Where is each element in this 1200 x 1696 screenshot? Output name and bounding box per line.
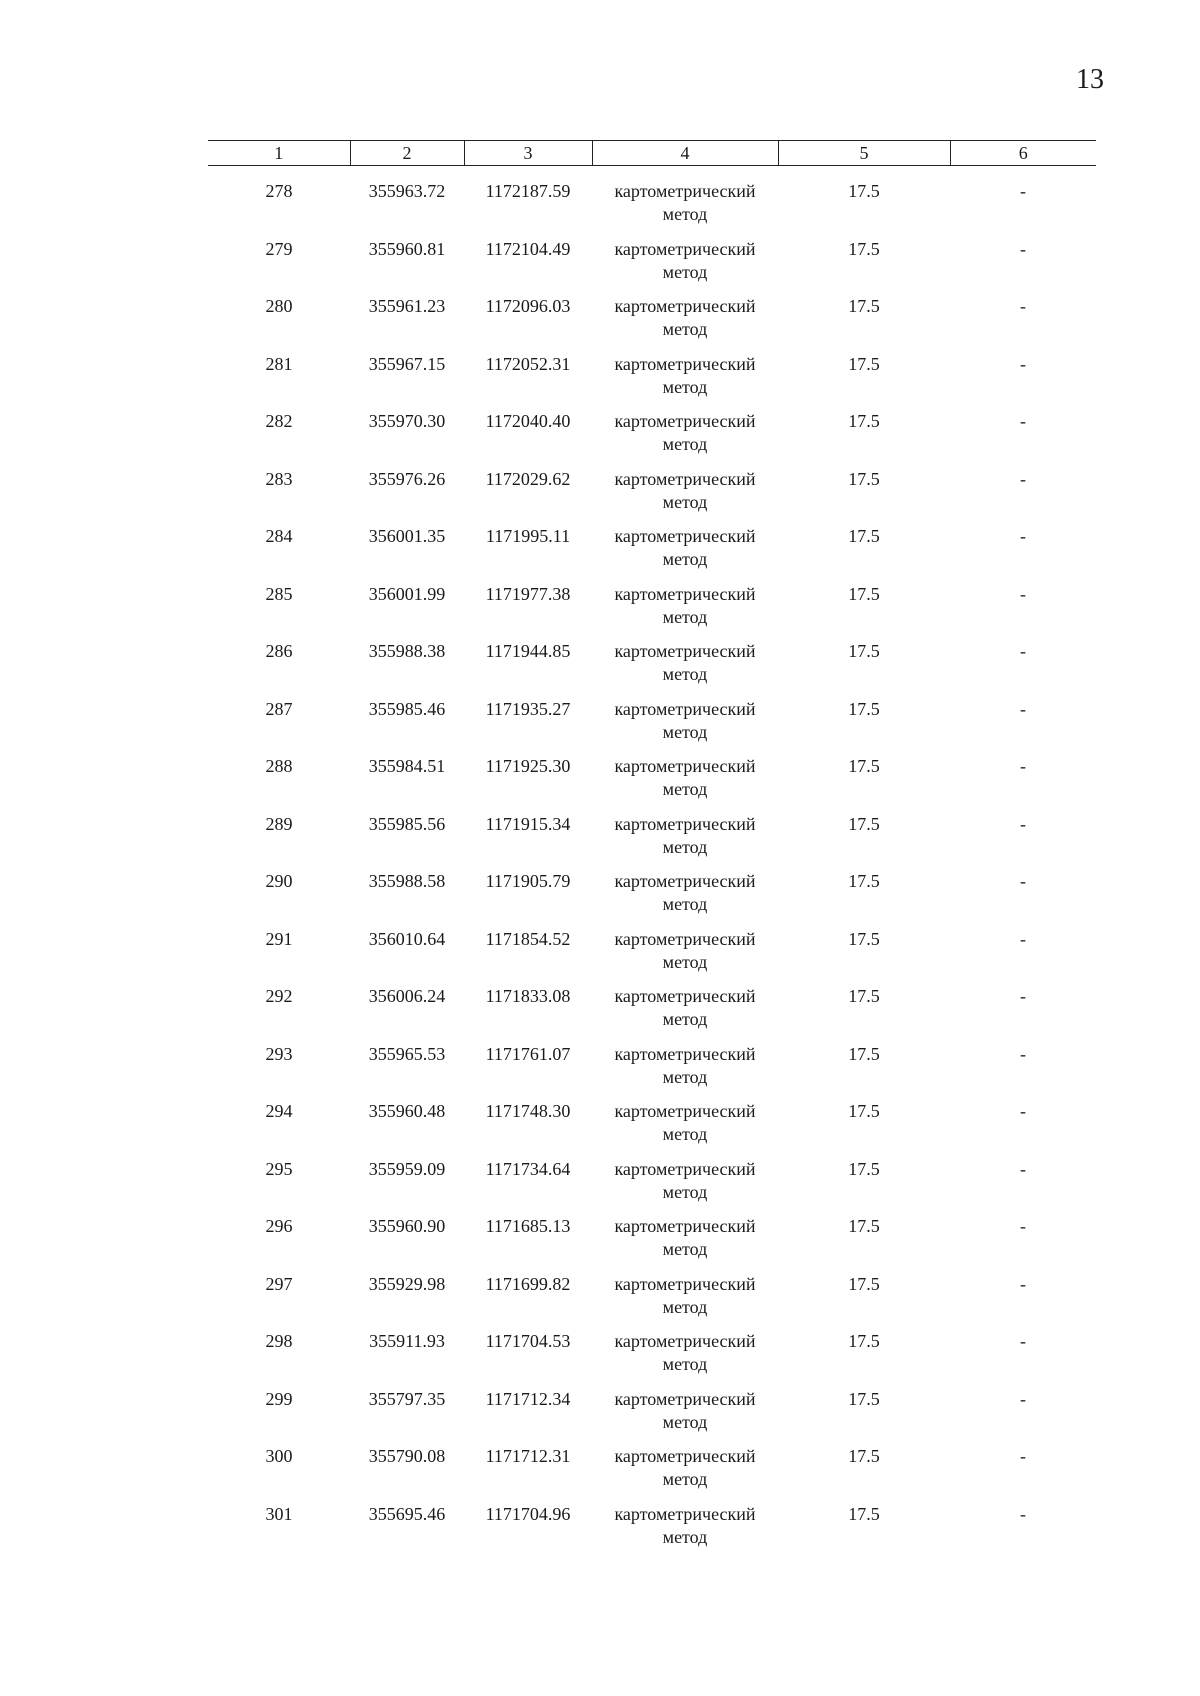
table-body <box>208 180 1096 1560</box>
table-row <box>208 410 1096 468</box>
note-cell: - <box>1020 1043 1026 1064</box>
error-value-cell: 17.5 <box>848 353 880 374</box>
note-cell: - <box>1020 986 1026 1006</box>
method-line-2: метод <box>662 1181 708 1202</box>
y-coordinate-cell: 1171995.11 <box>485 526 571 546</box>
error-value-cell: 17.5 <box>848 181 880 201</box>
method-cell <box>592 1158 778 1216</box>
note-cell: - <box>1020 1158 1026 1179</box>
note-cell: - <box>1020 1273 1026 1294</box>
error-value-cell: 17.5 <box>848 1446 880 1466</box>
table-row <box>208 1503 1096 1561</box>
method-line-2: метод <box>662 1469 708 1489</box>
method-cell <box>592 870 778 928</box>
y-coordinate-cell: 1172187.59 <box>485 181 571 201</box>
method-cell <box>592 1330 778 1388</box>
method-line-2: метод <box>662 1296 708 1317</box>
x-coordinate-cell: 355960.48 <box>368 1101 446 1121</box>
method-cell <box>592 928 778 986</box>
error-value-cell: 17.5 <box>848 1216 880 1236</box>
note-cell: - <box>1020 928 1026 949</box>
x-coordinate-cell: 355976.26 <box>368 468 446 489</box>
header-col-6: 6 <box>950 141 1096 166</box>
method-line-2: метод <box>662 779 708 799</box>
error-value-cell: 17.5 <box>848 1503 880 1524</box>
method-line-1: картометрический <box>614 1273 756 1294</box>
point-number-cell: 292 <box>265 986 293 1006</box>
y-coordinate-cell: 1171854.52 <box>485 928 571 949</box>
y-coordinate-cell: 1171712.31 <box>485 1446 571 1466</box>
method-line-2: метод <box>662 1354 708 1374</box>
x-coordinate-cell: 356001.35 <box>368 526 446 546</box>
point-number-cell: 279 <box>265 238 293 259</box>
point-number-cell: 295 <box>265 1158 293 1179</box>
table-row <box>208 813 1096 871</box>
x-coordinate-cell: 355970.30 <box>368 411 446 431</box>
x-coordinate-cell: 355985.46 <box>368 698 446 719</box>
error-value-cell: 17.5 <box>848 871 880 891</box>
y-coordinate-cell: 1172052.31 <box>485 353 571 374</box>
method-line-1: картометрический <box>614 583 756 604</box>
table-row <box>208 583 1096 641</box>
method-line-2: метод <box>662 549 708 569</box>
method-line-2: метод <box>662 894 708 914</box>
x-coordinate-cell: 355988.38 <box>368 641 446 661</box>
method-cell <box>592 698 778 756</box>
table-row <box>208 238 1096 296</box>
error-value-cell: 17.5 <box>848 468 880 489</box>
method-cell <box>592 755 778 813</box>
note-cell: - <box>1020 1388 1026 1409</box>
x-coordinate-cell: 355967.15 <box>368 353 446 374</box>
error-value-cell: 17.5 <box>848 1043 880 1064</box>
note-cell: - <box>1020 526 1026 546</box>
table-row <box>208 295 1096 353</box>
method-line-2: метод <box>662 1009 708 1029</box>
note-cell: - <box>1020 1331 1026 1351</box>
method-line-1: картометрический <box>614 1503 756 1524</box>
error-value-cell: 17.5 <box>848 1331 880 1351</box>
method-cell <box>592 295 778 353</box>
note-cell: - <box>1020 238 1026 259</box>
y-coordinate-cell: 1171915.34 <box>485 813 571 834</box>
table-row <box>208 1158 1096 1216</box>
table-row <box>208 468 1096 526</box>
table-row <box>208 1043 1096 1101</box>
y-coordinate-cell: 1171905.79 <box>485 871 571 891</box>
method-cell <box>592 1503 778 1561</box>
method-line-2: метод <box>662 434 708 454</box>
note-cell: - <box>1020 1446 1026 1466</box>
point-number-cell: 300 <box>265 1446 293 1466</box>
method-cell <box>592 180 778 238</box>
x-coordinate-cell: 355695.46 <box>368 1503 446 1524</box>
error-value-cell: 17.5 <box>848 698 880 719</box>
method-cell <box>592 238 778 296</box>
error-value-cell: 17.5 <box>848 526 880 546</box>
y-coordinate-cell: 1172029.62 <box>485 468 571 489</box>
x-coordinate-cell: 355959.09 <box>368 1158 446 1179</box>
method-line-2: метод <box>662 1239 708 1259</box>
method-line-1: картометрический <box>614 238 756 259</box>
table-row <box>208 870 1096 928</box>
method-line-1: картометрический <box>614 986 756 1006</box>
method-cell <box>592 468 778 526</box>
point-number-cell: 296 <box>265 1216 293 1236</box>
table-row <box>208 755 1096 813</box>
point-number-cell: 301 <box>265 1503 293 1524</box>
method-cell <box>592 1388 778 1446</box>
y-coordinate-cell: 1172040.40 <box>485 411 571 431</box>
method-line-1: картометрический <box>614 641 756 661</box>
x-coordinate-cell: 355960.90 <box>368 1216 446 1236</box>
point-number-cell: 285 <box>265 583 293 604</box>
method-cell <box>592 1215 778 1273</box>
method-line-1: картометрический <box>614 1388 756 1409</box>
error-value-cell: 17.5 <box>848 641 880 661</box>
method-cell <box>592 640 778 698</box>
table-row <box>208 1445 1096 1503</box>
x-coordinate-cell: 355790.08 <box>368 1446 446 1466</box>
method-line-2: метод <box>662 664 708 684</box>
y-coordinate-cell: 1172096.03 <box>485 296 571 316</box>
x-coordinate-cell: 355984.51 <box>368 756 446 776</box>
method-cell <box>592 985 778 1043</box>
header-col-5: 5 <box>778 141 950 166</box>
table-row <box>208 1330 1096 1388</box>
header-col-1: 1 <box>208 141 350 166</box>
y-coordinate-cell: 1171833.08 <box>485 986 571 1006</box>
table-row <box>208 1273 1096 1331</box>
y-coordinate-cell: 1171748.30 <box>485 1101 571 1121</box>
method-line-2: метод <box>662 1526 708 1547</box>
point-number-cell: 280 <box>265 296 293 316</box>
y-coordinate-cell: 1171761.07 <box>485 1043 571 1064</box>
method-line-1: картометрический <box>614 813 756 834</box>
x-coordinate-cell: 355797.35 <box>368 1388 446 1409</box>
y-coordinate-cell: 1171699.82 <box>485 1273 571 1294</box>
method-line-2: метод <box>662 836 708 857</box>
note-cell: - <box>1020 353 1026 374</box>
error-value-cell: 17.5 <box>848 756 880 776</box>
method-cell <box>592 410 778 468</box>
table-row <box>208 640 1096 698</box>
point-number-cell: 286 <box>265 641 293 661</box>
point-number-cell: 282 <box>265 411 293 431</box>
note-cell: - <box>1020 181 1026 201</box>
table-row <box>208 698 1096 756</box>
note-cell: - <box>1020 1503 1026 1524</box>
method-line-2: метод <box>662 204 708 224</box>
header-col-4: 4 <box>592 141 778 166</box>
note-cell: - <box>1020 871 1026 891</box>
point-number-cell: 299 <box>265 1388 293 1409</box>
x-coordinate-cell: 355988.58 <box>368 871 446 891</box>
y-coordinate-cell: 1171712.34 <box>485 1388 571 1409</box>
note-cell: - <box>1020 813 1026 834</box>
point-number-cell: 291 <box>265 928 293 949</box>
x-coordinate-cell: 355985.56 <box>368 813 446 834</box>
error-value-cell: 17.5 <box>848 238 880 259</box>
note-cell: - <box>1020 296 1026 316</box>
page-number: 13 <box>1076 64 1104 95</box>
method-cell <box>592 1445 778 1503</box>
point-number-cell: 283 <box>265 468 293 489</box>
error-value-cell: 17.5 <box>848 1273 880 1294</box>
x-coordinate-cell: 355963.72 <box>368 181 446 201</box>
method-cell <box>592 583 778 641</box>
method-cell <box>592 1100 778 1158</box>
y-coordinate-cell: 1171685.13 <box>485 1216 571 1236</box>
table-row <box>208 525 1096 583</box>
x-coordinate-cell: 355961.23 <box>368 296 446 316</box>
method-line-2: метод <box>662 1411 708 1432</box>
point-number-cell: 284 <box>265 526 293 546</box>
point-number-cell: 278 <box>265 181 293 201</box>
method-line-1: картометрический <box>614 1331 756 1351</box>
error-value-cell: 17.5 <box>848 583 880 604</box>
point-number-cell: 294 <box>265 1101 293 1121</box>
point-number-cell: 290 <box>265 871 293 891</box>
point-number-cell: 289 <box>265 813 293 834</box>
method-line-1: картометрический <box>614 353 756 374</box>
note-cell: - <box>1020 756 1026 776</box>
method-cell <box>592 353 778 411</box>
y-coordinate-cell: 1172104.49 <box>485 238 571 259</box>
table-row <box>208 180 1096 238</box>
method-line-2: метод <box>662 606 708 627</box>
y-coordinate-cell: 1171944.85 <box>485 641 571 661</box>
method-line-1: картометрический <box>614 411 756 431</box>
x-coordinate-cell: 356001.99 <box>368 583 446 604</box>
method-line-1: картометрический <box>614 1101 756 1121</box>
note-cell: - <box>1020 698 1026 719</box>
method-line-1: картометрический <box>614 698 756 719</box>
method-cell <box>592 813 778 871</box>
note-cell: - <box>1020 411 1026 431</box>
method-line-1: картометрический <box>614 1043 756 1064</box>
note-cell: - <box>1020 468 1026 489</box>
error-value-cell: 17.5 <box>848 1101 880 1121</box>
error-value-cell: 17.5 <box>848 1388 880 1409</box>
table-row <box>208 1100 1096 1158</box>
y-coordinate-cell: 1171925.30 <box>485 756 571 776</box>
method-line-1: картометрический <box>614 181 756 201</box>
method-line-2: метод <box>662 1066 708 1087</box>
header-col-3: 3 <box>464 141 592 166</box>
method-line-2: метод <box>662 376 708 397</box>
note-cell: - <box>1020 1216 1026 1236</box>
method-line-1: картометрический <box>614 296 756 316</box>
method-line-2: метод <box>662 261 708 282</box>
x-coordinate-cell: 355911.93 <box>369 1331 445 1351</box>
error-value-cell: 17.5 <box>848 813 880 834</box>
header-col-2: 2 <box>350 141 464 166</box>
table-row <box>208 1388 1096 1446</box>
x-coordinate-cell: 356010.64 <box>368 928 446 949</box>
method-cell <box>592 1273 778 1331</box>
method-line-1: картометрический <box>614 1158 756 1179</box>
point-number-cell: 288 <box>265 756 293 776</box>
method-line-2: метод <box>662 721 708 742</box>
method-line-2: метод <box>662 951 708 972</box>
error-value-cell: 17.5 <box>848 928 880 949</box>
method-line-1: картометрический <box>614 756 756 776</box>
y-coordinate-cell: 1171704.53 <box>485 1331 571 1351</box>
method-line-1: картометрический <box>614 526 756 546</box>
method-line-2: метод <box>662 491 708 512</box>
method-line-1: картометрический <box>614 928 756 949</box>
method-cell <box>592 525 778 583</box>
y-coordinate-cell: 1171977.38 <box>485 583 571 604</box>
point-number-cell: 298 <box>265 1331 293 1351</box>
error-value-cell: 17.5 <box>848 411 880 431</box>
method-line-1: картометрический <box>614 1216 756 1236</box>
point-number-cell: 293 <box>265 1043 293 1064</box>
note-cell: - <box>1020 583 1026 604</box>
header-row <box>208 141 1096 166</box>
x-coordinate-cell: 355965.53 <box>368 1043 446 1064</box>
note-cell: - <box>1020 1101 1026 1121</box>
x-coordinate-cell: 355960.81 <box>368 238 446 259</box>
y-coordinate-cell: 1171704.96 <box>485 1503 571 1524</box>
point-number-cell: 281 <box>265 353 293 374</box>
method-cell <box>592 1043 778 1101</box>
y-coordinate-cell: 1171935.27 <box>485 698 571 719</box>
coordinates-table <box>208 140 1096 1560</box>
error-value-cell: 17.5 <box>848 296 880 316</box>
table-row <box>208 985 1096 1043</box>
y-coordinate-cell: 1171734.64 <box>485 1158 571 1179</box>
method-line-1: картометрический <box>614 468 756 489</box>
method-line-2: метод <box>662 1124 708 1144</box>
method-line-2: метод <box>662 319 708 339</box>
table-row <box>208 1215 1096 1273</box>
error-value-cell: 17.5 <box>848 1158 880 1179</box>
error-value-cell: 17.5 <box>848 986 880 1006</box>
method-line-1: картометрический <box>614 1446 756 1466</box>
point-number-cell: 287 <box>265 698 293 719</box>
point-number-cell: 297 <box>265 1273 293 1294</box>
x-coordinate-cell: 355929.98 <box>368 1273 446 1294</box>
x-coordinate-cell: 356006.24 <box>368 986 446 1006</box>
method-line-1: картометрический <box>614 871 756 891</box>
note-cell: - <box>1020 641 1026 661</box>
table-row <box>208 928 1096 986</box>
table-row <box>208 353 1096 411</box>
